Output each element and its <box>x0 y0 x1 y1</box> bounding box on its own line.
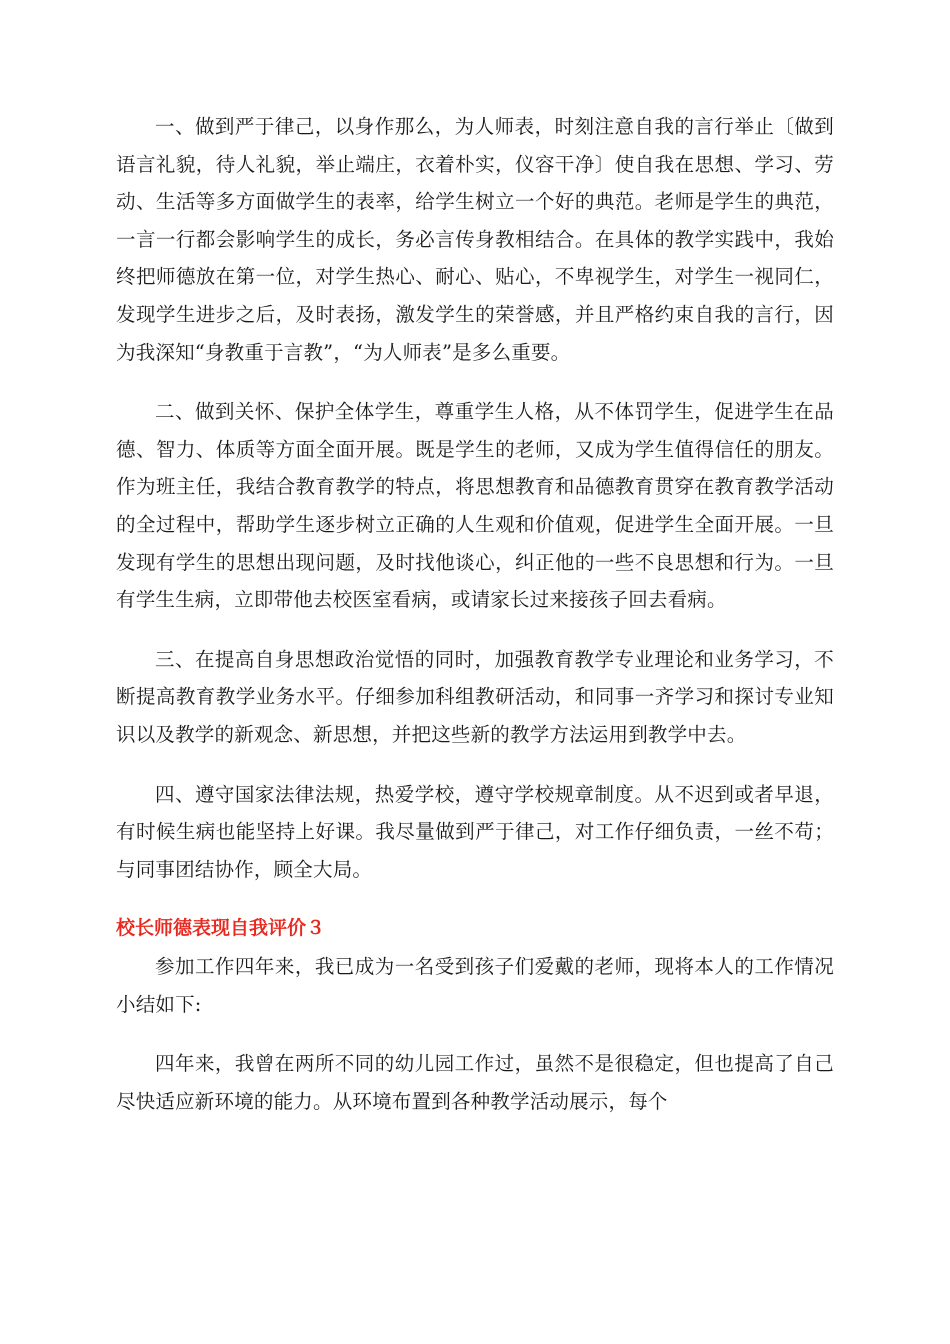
paragraph-5: 参加工作四年来，我已成为一名受到孩子们爱戴的老师，现将本人的工作情况小结如下: <box>116 955 834 1016</box>
section-heading: 校长师德表现自我评价３ <box>116 917 326 940</box>
paragraph-1: 一、做到严于律己，以身作那么，为人师表，时刻注意自我的言行举止〔做到语言礼貌，待人礼貌，举止端庄，衣着朴实，仪容干净〕使自我在思想、学习、劳动、生活等多方面做学生的表率，给学生树立一个好的典范。老师是学生的典范，一言一行都会影响学生的成长，务必言传身教相结合。在具体的教学实践中，我始终把师德放在第一位，对学生热心、耐心、贴心，不卑视学生，对学生一视同仁，发现学生进步之后，及时表扬，激发学生的荣誉感，并且严格约束自我的言行，因为我深知“身教重于言教”，“为人师表”是多么重要。 <box>116 115 834 364</box>
paragraph-3: 三、在提高自身思想政治觉悟的同时，加强教育教学专业理论和业务学习，不断提高教育教学业务水平。仔细参加科组教研活动，和同事一齐学习和探讨专业知识以及教学的新观念、新思想，并把这些新的教学方法运用到教学中去。 <box>116 647 834 746</box>
paragraph-6: 四年来，我曾在两所不同的幼儿园工作过，虽然不是很稳定，但也提高了自己尽快适应新环境的能力。从环境布置到各种教学活动展示，每个 <box>116 1052 834 1114</box>
paragraph-2: 二、做到关怀、保护全体学生，尊重学生人格，从不体罚学生，促进学生在品德、智力、体质等方面全面开展。既是学生的老师，又成为学生值得信任的朋友。作为班主任，我结合教育教学的特点，将思想教育和品德教育贯穿在教育教学活动的全过程中，帮助学生逐步树立正确的人生观和价值观，促进学生全面开展。一旦发现有学生的思想出现问题，及时找他谈心，纠正他的一些不良思想和行为。一旦有学生生病，立即带他去校医室看病，或请家长过来接孩子回去看病。 <box>116 400 834 612</box>
paragraph-4: 四、遵守国家法律法规，热爱学校，遵守学校规章制度。从不迟到或者早退，有时候生病也能坚持上好课。我尽量做到严于律己，对工作仔细负责，一丝不苟；与同事团结协作，顾全大局。 <box>116 782 834 881</box>
document-body <box>116 108 834 1143</box>
